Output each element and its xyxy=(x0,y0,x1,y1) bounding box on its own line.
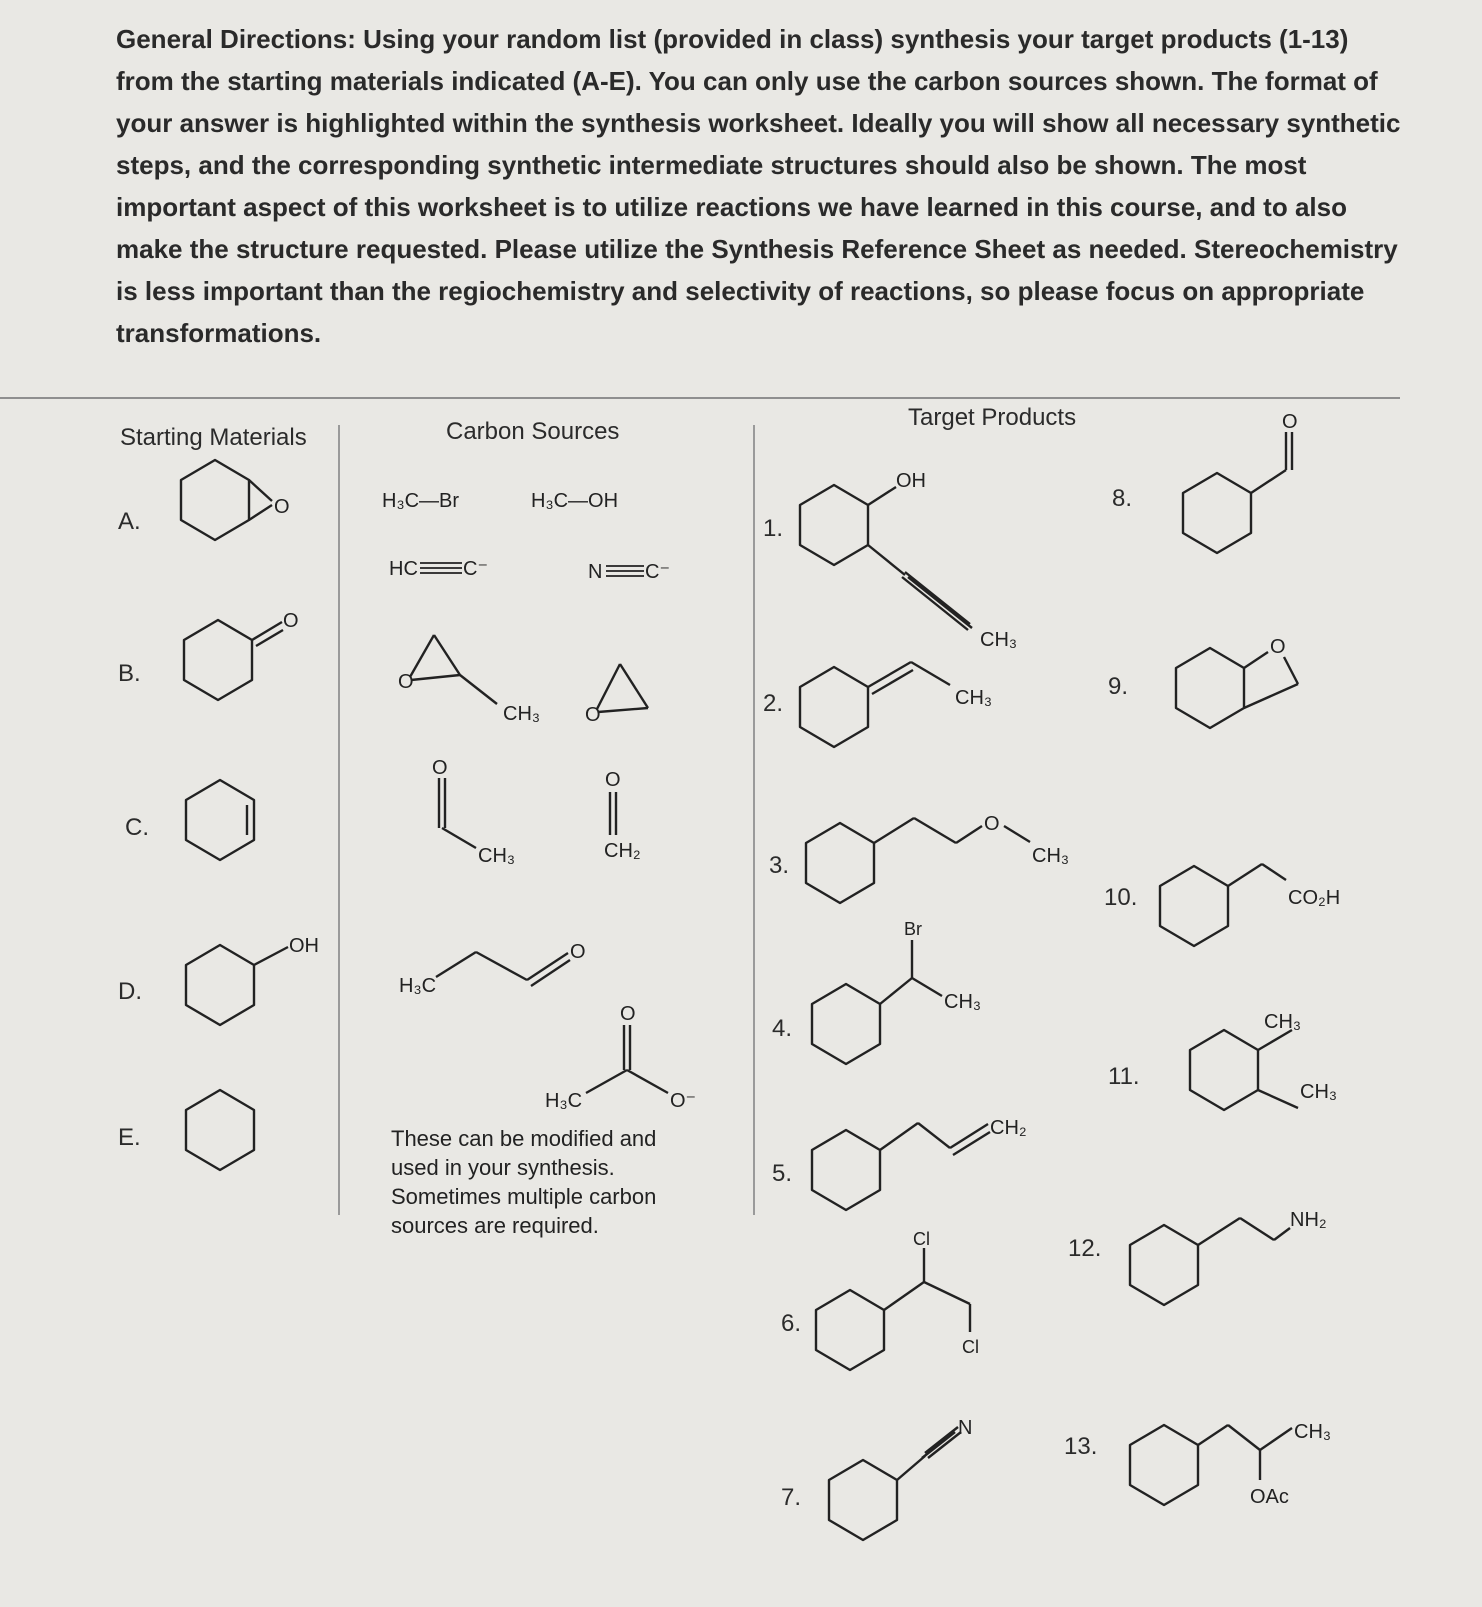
atom-o: O xyxy=(432,757,448,779)
target-label-1: 1. xyxy=(763,515,784,542)
atom-o: O xyxy=(605,769,621,791)
atom-h3c: H₃C xyxy=(399,975,437,997)
target-11-structure xyxy=(1190,1011,1337,1110)
atom-ch3: CH₃ xyxy=(1294,1421,1332,1443)
atom-ch3: CH₃ xyxy=(955,687,993,709)
atom-nh2: NH₂ xyxy=(1290,1209,1327,1231)
header-target-products: Target Products xyxy=(908,404,1077,431)
atom-o: O xyxy=(1270,636,1286,658)
atom-o: O xyxy=(283,610,299,632)
structure-d-cyclohexylmethanol xyxy=(186,935,319,1025)
carbon-source-propanal-chain xyxy=(399,941,586,997)
atom-c-minus: C⁻ xyxy=(463,558,488,580)
target-label-13: 13. xyxy=(1064,1433,1098,1460)
target-label-11: 11. xyxy=(1108,1063,1140,1090)
header-carbon-sources: Carbon Sources xyxy=(446,418,620,445)
target-12-structure xyxy=(1130,1209,1327,1305)
starting-material-label-e: E. xyxy=(118,1124,141,1151)
target-8-structure xyxy=(1183,411,1298,553)
atom-ch3: CH₃ xyxy=(1032,845,1070,867)
target-7-structure xyxy=(829,1417,972,1540)
target-label-3: 3. xyxy=(769,852,790,879)
target-1-structure xyxy=(800,470,1017,651)
atom-br: Br xyxy=(904,919,922,939)
atom-c-minus: C⁻ xyxy=(645,561,670,583)
atom-oac: OAc xyxy=(1250,1486,1289,1508)
atom-n: N xyxy=(958,1417,973,1439)
carbon-source-methanol xyxy=(531,490,618,512)
target-3-structure xyxy=(806,813,1069,903)
atom-o: O xyxy=(1282,411,1298,433)
structure-e-cyclohexane xyxy=(186,1090,254,1170)
target-6-structure xyxy=(816,1229,979,1370)
atom-co2h: CO₂H xyxy=(1288,887,1341,909)
atom-ch2: CH₂ xyxy=(990,1117,1027,1139)
carbon-source-acetate xyxy=(545,1003,696,1112)
atom-ch3: CH₃ xyxy=(980,629,1018,651)
target-2-structure xyxy=(800,662,992,747)
structure-c-cyclohexene xyxy=(186,780,254,860)
structure-a-cyclohexene-oxide xyxy=(181,460,290,540)
target-label-2: 2. xyxy=(763,690,784,717)
starting-material-label-b: B. xyxy=(118,660,141,687)
target-label-8: 8. xyxy=(1112,485,1133,512)
target-label-12: 12. xyxy=(1068,1235,1102,1262)
target-label-10: 10. xyxy=(1104,884,1138,911)
atom-o: O xyxy=(984,813,1000,835)
carbon-source-cyanide xyxy=(588,561,670,583)
target-label-5: 5. xyxy=(772,1160,793,1187)
target-label-7: 7. xyxy=(781,1484,802,1511)
starting-material-label-d: D. xyxy=(118,978,142,1005)
atom-o: O xyxy=(570,941,586,963)
target-label-9: 9. xyxy=(1108,673,1129,700)
carbon-source-methyl-bromide xyxy=(382,490,459,512)
carbon-source-ethylene-oxide xyxy=(585,664,648,726)
atom-hc: HC xyxy=(389,558,418,580)
atom-h3c: H₃C xyxy=(545,1090,583,1112)
target-label-6: 6. xyxy=(781,1310,802,1337)
starting-material-label-c: C. xyxy=(125,814,149,841)
carbon-source-formaldehyde xyxy=(604,769,641,862)
carbon-sources-note: These can be modified and used in your synthesis. Sometimes multiple carbon sources are required. xyxy=(391,1126,657,1238)
atom-o: O xyxy=(274,496,290,518)
atom-o: O xyxy=(398,671,414,693)
target-9-structure xyxy=(1176,636,1298,728)
carbon-source-acetaldehyde xyxy=(432,757,515,867)
atom-ch3: CH₃ xyxy=(478,845,516,867)
atom-ch3: CH₃ xyxy=(1300,1081,1338,1103)
atom-cl: Cl xyxy=(962,1337,979,1357)
atom-oh: OH xyxy=(289,935,319,957)
formula-h3c-br: H₃C—Br xyxy=(382,490,460,512)
target-13-structure xyxy=(1130,1421,1331,1508)
carbon-source-propylene-oxide xyxy=(398,635,540,725)
atom-o: O xyxy=(620,1003,636,1025)
carbon-source-acetylide xyxy=(389,558,488,580)
atom-cl: Cl xyxy=(913,1229,930,1249)
atom-ch3: CH₃ xyxy=(503,703,541,725)
target-4-structure xyxy=(812,919,981,1064)
target-5-structure xyxy=(812,1117,1027,1210)
atom-o: O xyxy=(585,704,601,726)
atom-oh: OH xyxy=(896,470,926,492)
formula-h3c-oh: H₃C—OH xyxy=(531,490,619,512)
structure-b-cyclohexanecarbaldehyde xyxy=(184,610,299,700)
atom-ch3: CH₃ xyxy=(1264,1011,1302,1033)
starting-material-label-a: A. xyxy=(118,508,141,535)
target-10-structure xyxy=(1160,864,1340,946)
atom-n: N xyxy=(588,561,603,583)
header-starting-materials: Starting Materials xyxy=(120,424,307,451)
atom-ch2: CH₂ xyxy=(604,840,641,862)
target-label-4: 4. xyxy=(772,1015,793,1042)
general-directions: General Directions: Using your random list (provided in class) synthesis your target products (1-13) from the starting materials indicated (A-E). You can only use the carbon sources shown. The format of your answer is highlighted within the synthesis worksheet. Ideally you will show all necessary synthetic steps, and the corresponding synthetic intermediate structures should also be shown. The most important aspect of this worksheet is to utilize reactions we have learned in this course, and to also make the structure requested. Please utilize the Synthesis Reference Sheet as needed. Stereochemistry is less important than the regiochemistry and selectivity of reactions, so please focus on appropriate transformations. xyxy=(116,24,1401,348)
atom-o-minus: O⁻ xyxy=(670,1090,697,1112)
atom-ch3: CH₃ xyxy=(944,991,982,1013)
